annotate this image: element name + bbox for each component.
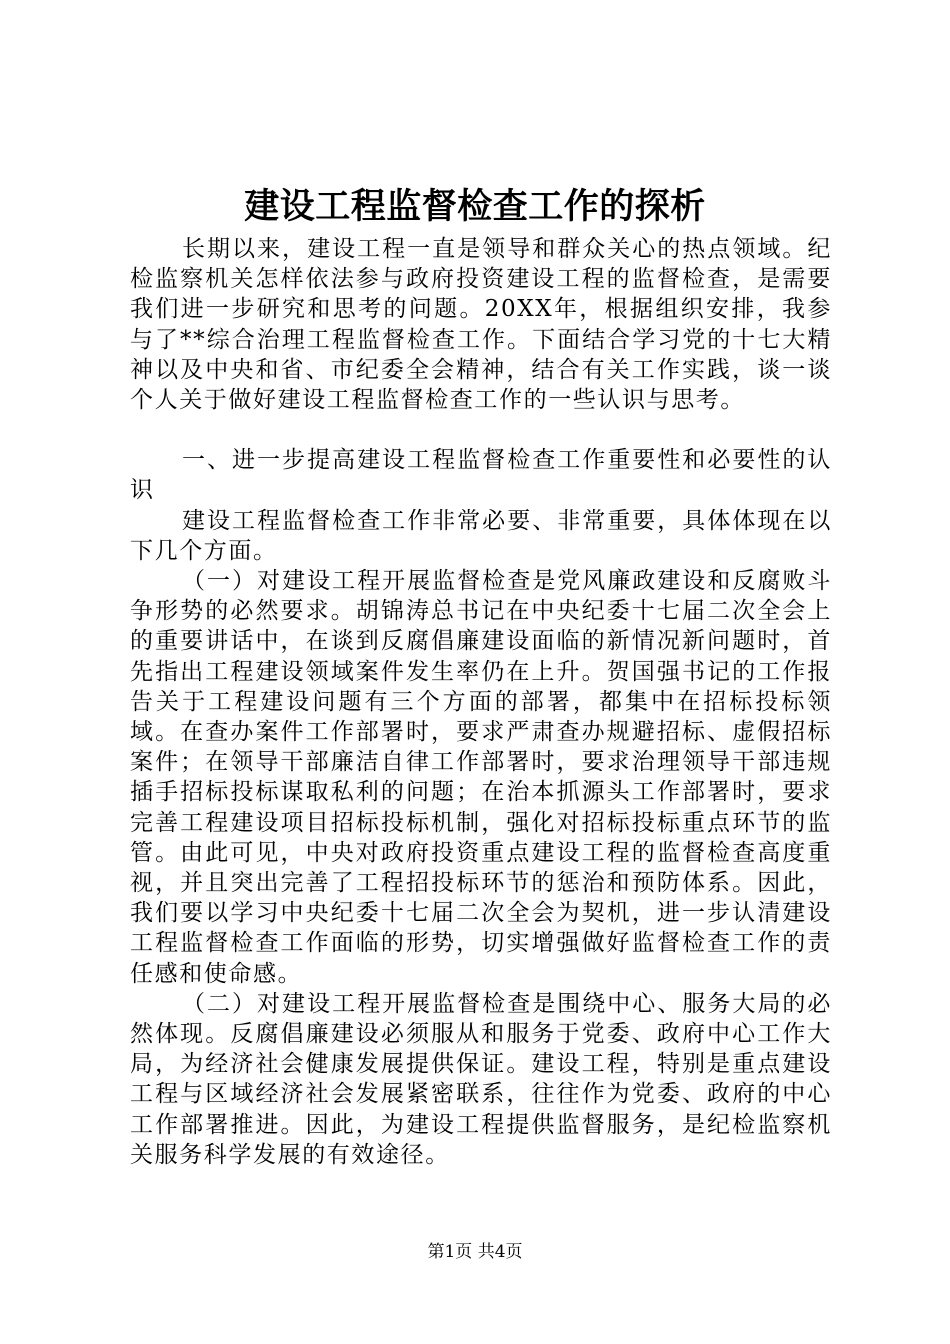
section-heading-1: 一、进一步提高建设工程监督检查工作重要性和必要性的认识	[130, 447, 832, 504]
page-number-footer: 第1页 共4页	[427, 1242, 523, 1262]
subsection-2-paragraph: （二）对建设工程开展监督检查是围绕中心、服务大局的必然体现。反腐倡廉建设必须服从和服务于党委、政府中心工作大局，为经济社会健康发展提供保证。建设工程，特别是重点建设工程与区域经济社会发展紧密联系，往往作为党委、政府的中心工作部署推进。因此，为建设工程提供监督服务，是纪检监察机关服务科学发展的有效途径。	[130, 990, 832, 1168]
subsection-1-paragraph: （一）对建设工程开展监督检查是党风廉政建设和反腐败斗争形势的必然要求。胡锦涛总书记在中央纪委十七届二次全会上的重要讲话中，在谈到反腐倡廉建设面临的新情况新问题时，首先指出工程建设领域案件发生率仍在上升。贺国强书记的工作报告关于工程建设问题有三个方面的部署，都集中在招标投标领域。在查办案件工作部署时，要求严肃查办规避招标、虚假招标案件；在领导干部廉洁自律工作部署时，要求治理领导干部违规插手招标投标谋取私利的问题；在治本抓源头工作部署时，要求完善工程建设项目招标投标机制，强化对招标投标重点环节的监管。由此可见，中央对政府投资重点建设工程的监督检查高度重视，并且突出完善了工程招投标环节的惩治和预防体系。因此，我们要以学习中央纪委十七届二次全会为契机，进一步认清建设工程监督检查工作面临的形势，切实增强做好监督检查工作的责任感和使命感。	[130, 568, 832, 987]
intro-paragraph: 长期以来，建设工程一直是领导和群众关心的热点领域。纪检监察机关怎样依法参与政府投资建设工程的监督检查，是需要我们进一步研究和思考的问题。20XX年，根据组织安排，我参与了**综合治理工程监督检查工作。下面结合学习党的十七大精神以及中央和省、市纪委全会精神，结合有关工作实践，谈一谈个人关于做好建设工程监督检查工作的一些认识与思考。	[130, 236, 832, 414]
document-title: 建设工程监督检查工作的探析	[244, 186, 706, 227]
section-1-summary-paragraph: 建设工程监督检查工作非常必要、非常重要，具体体现在以下几个方面。	[130, 507, 832, 564]
document-body	[130, 234, 832, 1170]
